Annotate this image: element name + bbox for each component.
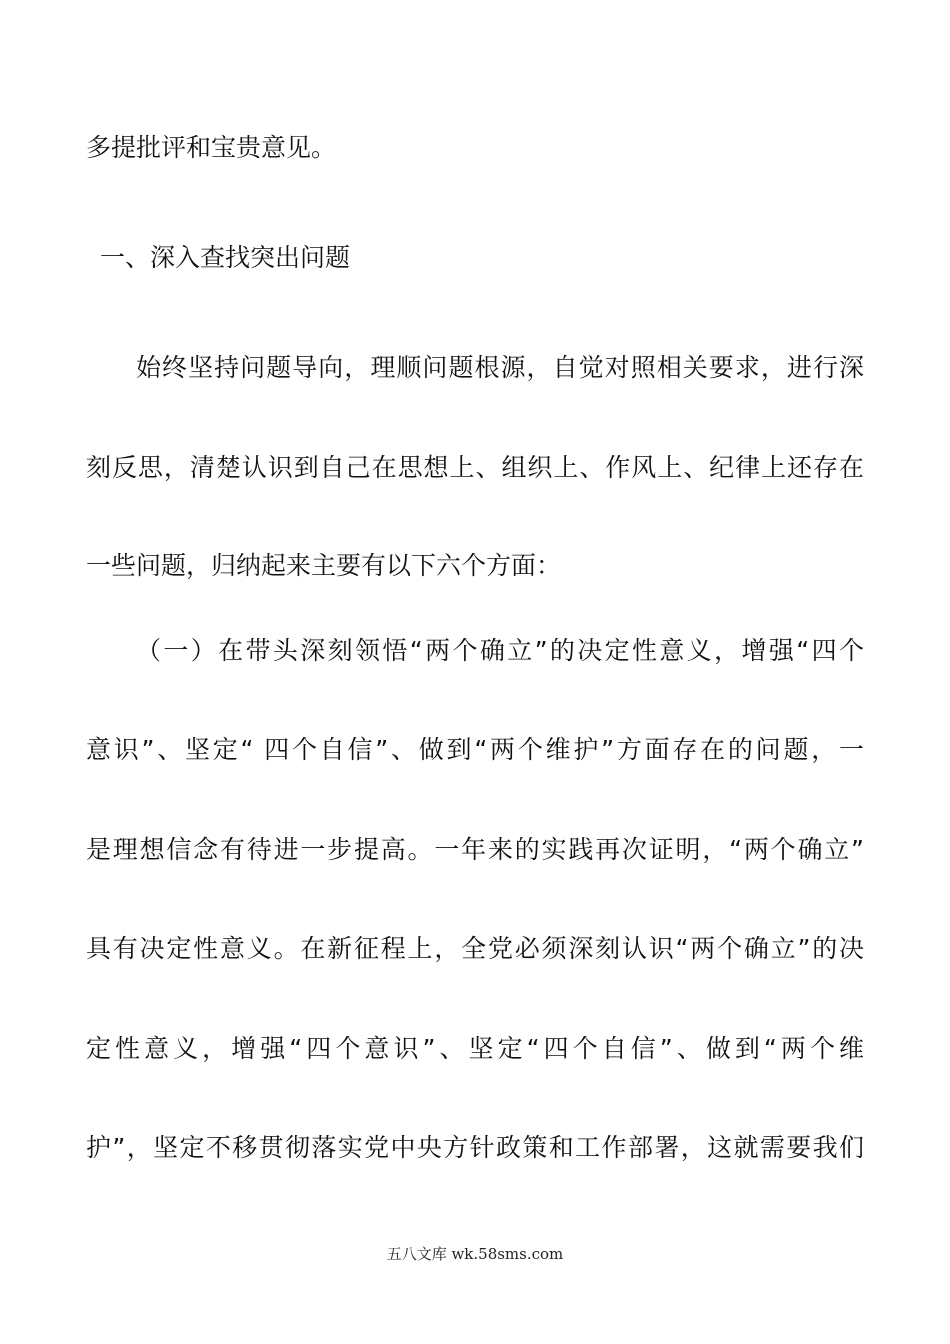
text-line-7: 意识”、坚定“ 四个自信”、做到“两个维护”方面存在的问题，一	[86, 735, 864, 764]
text-line-9: 具有决定性意义。在新征程上，全党必须深刻认识“两个确立”的决	[86, 934, 864, 963]
text-line-3: 始终坚持问题导向，理顺问题根源，自觉对照相关要求，进行深	[136, 353, 864, 382]
text-line-5: 一些问题，归纳起来主要有以下六个方面：	[86, 551, 562, 580]
text-line-4: 刻反思，清楚认识到自己在思想上、组织上、作风上、纪律上还存在	[86, 453, 864, 482]
text-line-8: 是理想信念有待进一步提高。一年来的实践再次证明，“两个确立”	[86, 835, 864, 864]
footer-watermark: 五八文库 wk.58sms.com	[386, 1245, 564, 1263]
text-line-10: 定性意义，增强“四个意识”、坚定“四个自信”、做到“两个维	[86, 1034, 864, 1063]
text-line-11: 护”，坚定不移贯彻落实党中央方针政策和工作部署，这就需要我们	[86, 1133, 864, 1162]
text-line-6: （一）在带头深刻领悟“两个确立”的决定性意义，增强“四个	[136, 636, 864, 665]
text-line-1: 多提批评和宝贵意见。	[86, 133, 337, 162]
section-heading: 一、深入查找突出问题	[100, 243, 351, 272]
